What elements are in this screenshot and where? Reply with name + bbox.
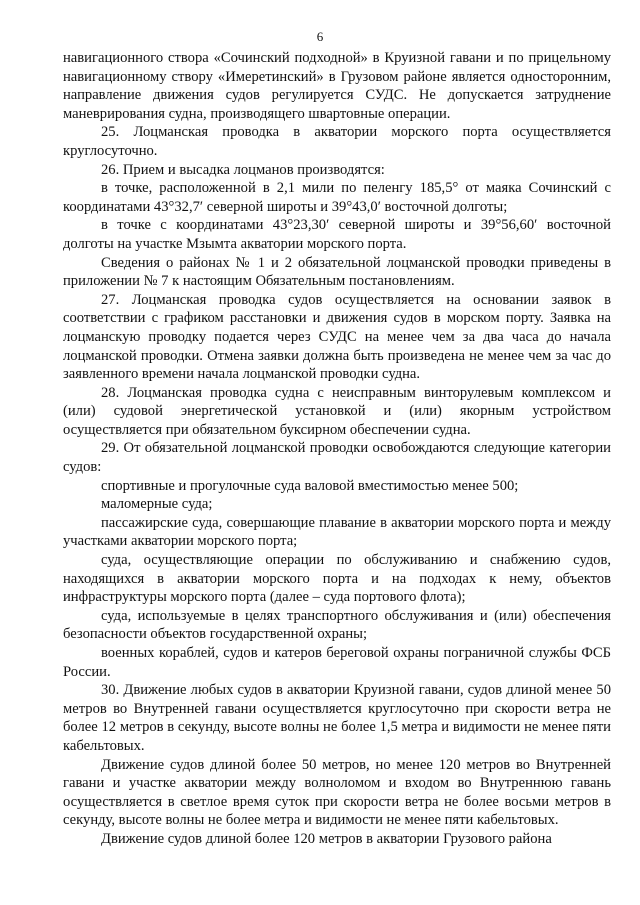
paragraph-26-point-2: в точке с координатами 43°23,30′ северной широты и 39°56,60′ восточной долготы на участке Мзымта акватории морского порта. <box>63 217 611 252</box>
paragraph-30-inner-harbor: Движение судов длиной более 50 метров, но менее 120 метров во Внутренней гавани и участке акватории между волноломом и входом во Внутреннюю гавань осуществляется в светлое время суток при скорости ветра не более восьми метров в секунду, высоте волны не более метра и видимости не менее пяти кабельтовых. <box>63 756 611 829</box>
paragraph-30-cargo-area: Движение судов длиной более 120 метров в акватории Грузового района <box>101 830 552 847</box>
paragraph-27: 27. Лоцманская проводка судов осуществляется на основании заявок в соответствии с графиком расстановки и движения судов в морском порту. Заявка на лоцманскую проводку подается через СУДС на менее чем за два часа до начала лоцманской проводки. Отмена заявки должна быть произведена не менее чем за час до заявленного времени начала лоцманской проводки судна. <box>63 291 611 383</box>
paragraph-29-item-state-protection: суда, используемые в целях транспортного обслуживания и (или) обеспечения безопасности объектов государственной охраны; <box>63 607 611 643</box>
paragraph-26-appendix-note: Сведения о районах № 1 и 2 обязательной лоцманской проводки приведены в приложении № 7 к настоящим Обязательным постановлениям. <box>63 254 611 290</box>
paragraph-29-item-sport-vessels: спортивные и прогулочные суда валовой вместимостью менее 500; <box>101 477 519 494</box>
paragraph-29-item-small-vessels: маломерные суда; <box>101 496 213 513</box>
paragraph-30: 30. Движение любых судов в акватории Круизной гавани, судов длиной менее 50 метров во Внутренней гавани осуществляется круглосуточно при скорости ветра не более 12 метров в секунду, высоте волны не более 1,5 метра и видимости не менее пяти кабельтовых. <box>63 682 611 754</box>
paragraph-29-item-port-fleet: суда, осуществляющие операции по обслуживанию и снабжению судов, находящихся в акватории морского порта и на подходах к нему, объектов инфраструктуры морского порта (далее – суда портового флота); <box>63 552 611 606</box>
paragraph-continuation: навигационного створа «Сочинский подходной» в Круизной гавани и по прицельному навигационному створу «Имеретинский» в Грузовом районе является односторонним, направление движения судов регулируется СУДС. Не допускается затруднение маневрирования судна, производящего швартовные операции. <box>63 50 611 122</box>
document-body <box>63 49 611 849</box>
paragraph-26: 26. Прием и высадка лоцманов производятся: <box>101 161 385 178</box>
paragraph-29-item-military: военных кораблей, судов и катеров береговой охраны пограничной службы ФСБ России. <box>63 645 611 680</box>
paragraph-25: 25. Лоцманская проводка в акватории морского порта осуществляется круглосуточно. <box>63 124 611 159</box>
paragraph-29-item-passenger-vessels: пассажирские суда, совершающие плавание в акватории морского порта и между участками акватории морского порта; <box>63 514 611 550</box>
page-number: 6 <box>316 29 324 44</box>
paragraph-26-point-1: в точке, расположенной в 2,1 мили по пеленгу 185,5° от маяка Сочинский с координатами 43°32,7′ северной широты и 39°43,0′ восточной долготы; <box>63 180 611 215</box>
paragraph-29: 29. От обязательной лоцманской проводки освобождаются следующие категории судов: <box>63 440 611 476</box>
paragraph-28: 28. Лоцманская проводка судна с неисправным винторулевым комплексом и (или) судовой энергетической установкой и (или) якорным устройством осуществляется при обязательном буксирном обеспечении судна. <box>63 384 611 438</box>
